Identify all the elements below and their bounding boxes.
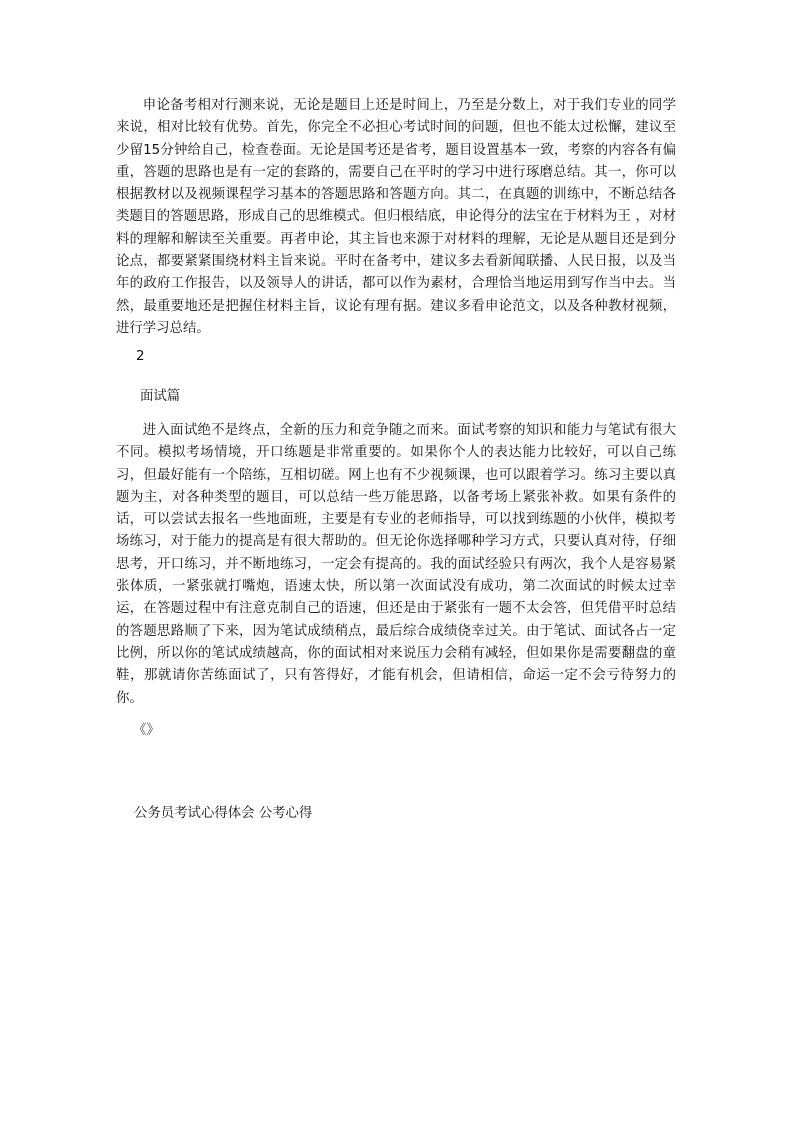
footer-title: 公务员考试心得体会 公考心得 [134,806,313,821]
section-number: 2 [136,349,145,364]
section-heading: 面试篇 [140,389,181,404]
paragraph-shenlun: 申论备考相对行测来说，无论是题目上还是时间上，乃至是分数上，对于我们专业的同学来说，相对比较有优势。首先，你完全不必担心考试时间的问题，但也不能太过松懈，建议至少留15分钟给自己，检查卷面。无论是国考还是省考，题目设置基本一致，考察的内容各有偏重，答题的思路也是有一定的套路的，需要自己在平时的学习中进行琢磨总结。其一，你可以根据教材以及视频课程学习基本的答题思路和答题方向。其二，在真题的训练中，不断总结各类题目的答题思路，形成自己的思维模式。但归根结底，申论得分的法宝在于材料为王 ，对材料的理解和解读至关重要。再者申论，其主旨也来源于对材料的理解，无论是从题目还是到分论点，都要紧紧围绕材料主旨来说。平时在备考中，建议多去看新闻联播、人民日报，以及当年的政府工作报告，以及领导人的讲话，都可以作为素材，合理恰当地运用到写作当中去。当然，最重要地还是把握住材料主旨，议论有理有据。建议多看申论范文，以及各种教材视频，进行学习总结。 [116,98,676,336]
paragraph-interview: 进入面试绝不是终点，全新的压力和竞争随之而来。面试考察的知识和能力与笔试有很大不同。模拟考场情境，开口练题是非常重要的。如果你个人的表达能力比较好，可以自己练习，但最好能有一个陪练，互相切磋。网上也有不少视频课，也可以跟着学习。练习主要以真题为主，对各种类型的题目，可以总结一些万能思路，以备考场上紧张补救。如果有条件的话，可以尝试去报名一些地面班，主要是有专业的老师指导，可以找到练题的小伙伴，模拟考场练习，对于能力的提高是有很大帮助的。但无论你选择哪种学习方式，只要认真对待，仔细思考，开口练习，并不断地练习，一定会有提高的。我的面试经验只有两次，我个人是容易紧张体质，一紧张就打嘴炮，语速太快，所以第一次面试没有成功，第二次面试的时候太过幸运，在答题过程中有注意克制自己的语速，但还是由于紧张有一题不太会答，但凭借平时总结的答题思路顺了下来，因为笔试成绩稍点，最后综合成绩侥幸过关。由于笔试、面试各占一定比例，所以你的笔试成绩越高，你的面试相对来说压力会稍有减轻，但如果你是需要翻盘的童鞋，那就请你苦练面试了，只有答得好，才能有机会，但请相信，命运一定不会亏待努力的你。 [116,423,676,706]
angle-quote-marks: 《》 [133,723,160,738]
